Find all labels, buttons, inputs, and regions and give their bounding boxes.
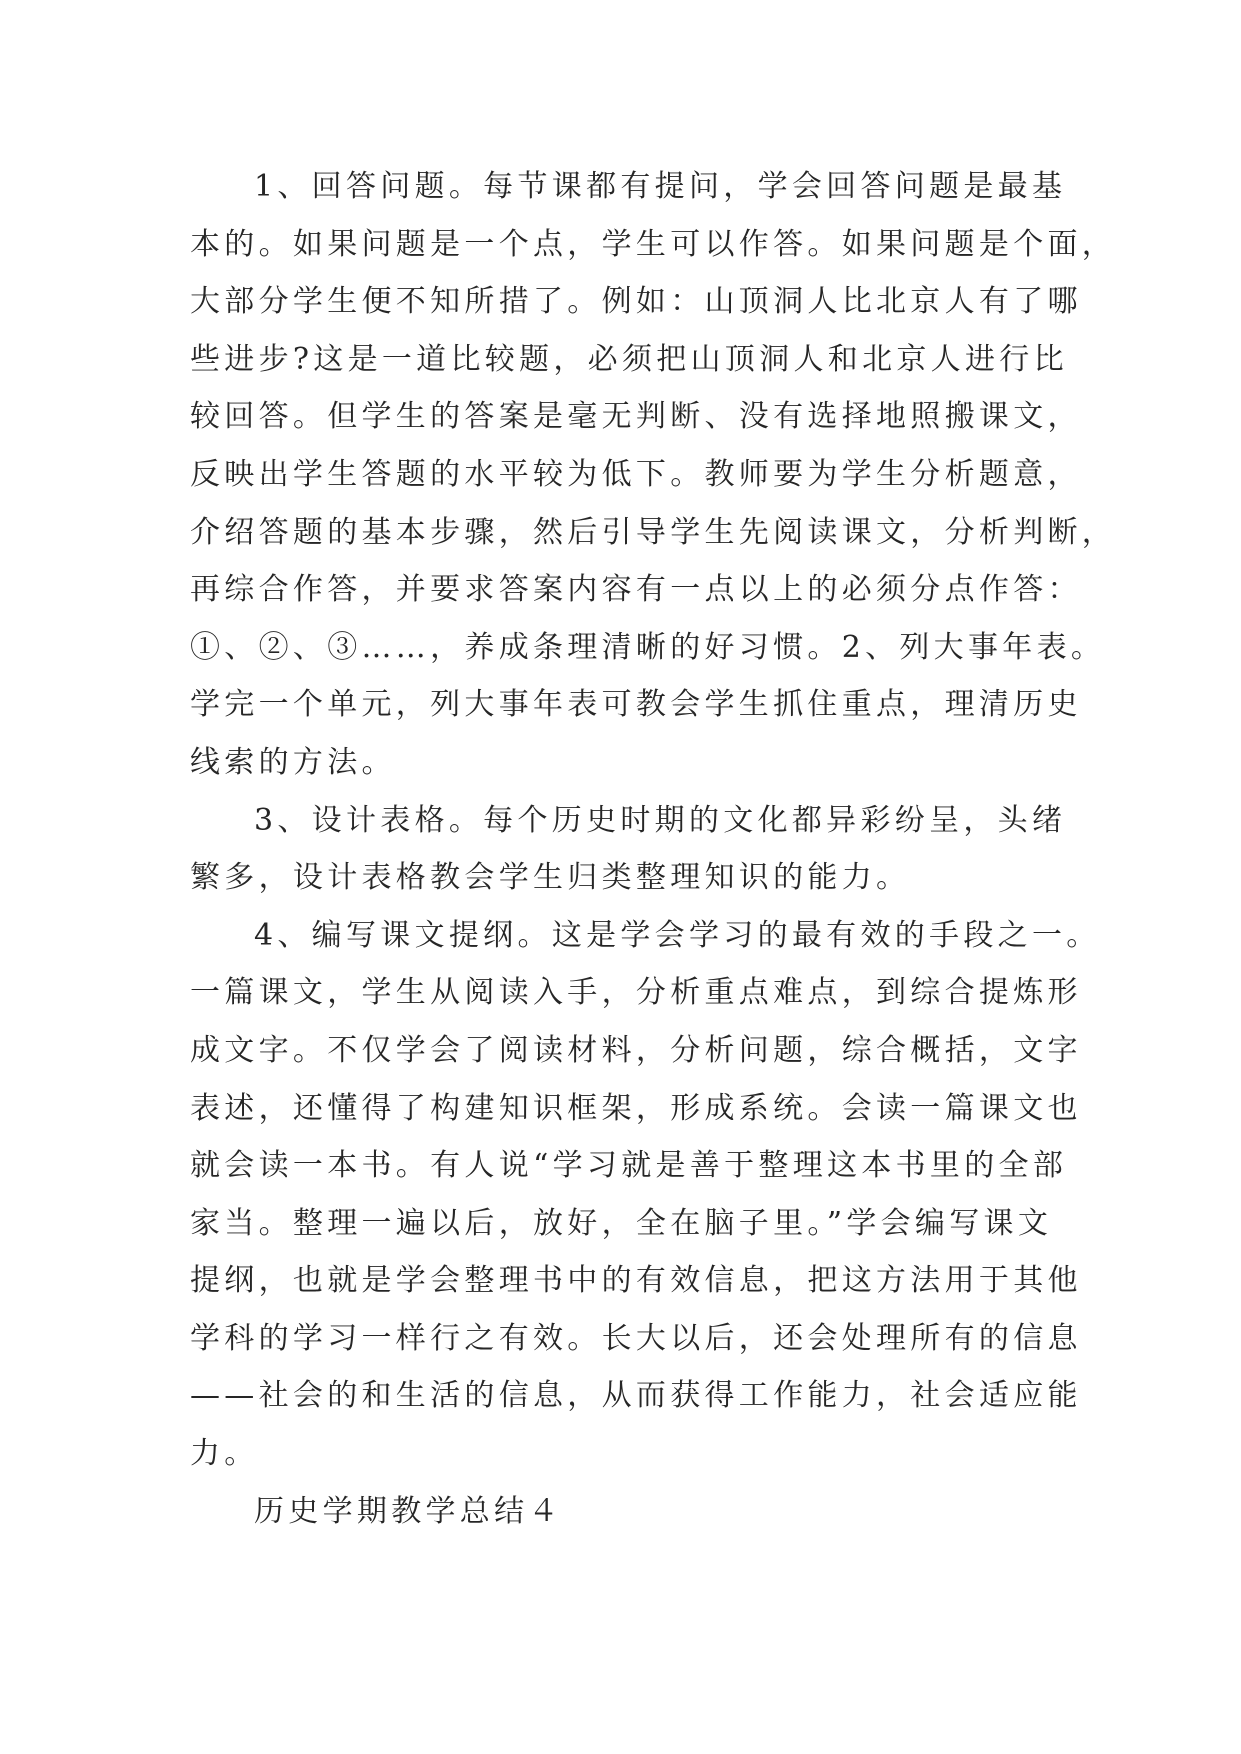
text-line: 大部分学生便不知所措了。例如：山顶洞人比北京人有了哪 — [190, 284, 1082, 320]
text-line: 1、回答问题。每节课都有提问，学会回答问题是最基 — [254, 169, 1067, 204]
text-line: 4、编写课文提纲。这是学会学习的最有效的手段之一。 — [254, 917, 1101, 953]
document-body — [190, 158, 1117, 1540]
text-line: 成文字。不仅学会了阅读材料，分析问题，综合概括，文字 — [190, 1032, 1082, 1068]
paragraph-design-tables — [190, 792, 1070, 907]
text-line: 表述，还懂得了构建知识框架，形成系统。会读一篇课文也 — [190, 1090, 1082, 1126]
section-heading — [190, 1483, 1070, 1541]
text-line: 介绍答题的基本步骤，然后引导学生先阅读课文，分析判断， — [190, 514, 1117, 550]
heading-text: 历史学期教学总结４ — [254, 1493, 563, 1529]
text-line: ——社会的和生活的信息，从而获得工作能力，社会适应能 — [190, 1378, 1082, 1414]
text-line: ①、②、③……，养成条理清晰的好习惯。2、列大事年表。 — [190, 629, 1106, 665]
text-line: 些进步?这是一道比较题，必须把山顶洞人和北京人进行比 — [190, 341, 1068, 377]
text-line: 学完一个单元，列大事年表可教会学生抓住重点，理清历史 — [190, 687, 1082, 723]
text-line: 较回答。但学生的答案是毫无判断、没有选择地照搬课文， — [190, 399, 1082, 435]
text-line: 学科的学习一样行之有效。长大以后，还会处理所有的信息 — [190, 1320, 1082, 1356]
text-line: 就会读一本书。有人说“学习就是善于整理这本书里的全部 — [190, 1148, 1068, 1184]
text-line: 再综合作答，并要求答案内容有一点以上的必须分点作答： — [190, 572, 1082, 608]
text-line: 线索的方法。 — [190, 744, 396, 780]
paragraph-answering-questions — [190, 158, 1117, 792]
text-line: 反映出学生答题的水平较为低下。教师要为学生分析题意， — [190, 456, 1082, 492]
text-line: 本的。如果问题是一个点，学生可以作答。如果问题是个面， — [190, 226, 1117, 262]
text-line: 提纲，也就是学会整理书中的有效信息，把这方法用于其他 — [190, 1263, 1082, 1299]
paragraph-write-outline — [190, 907, 1101, 1483]
text-line: 家当。整理一遍以后，放好，全在脑子里。”学会编写课文 — [190, 1205, 1053, 1241]
text-line: 3、设计表格。每个历史时期的文化都异彩纷呈，头绪 — [254, 802, 1067, 838]
text-line: 繁多，设计表格教会学生归类整理知识的能力。 — [190, 860, 911, 896]
text-line: 力。 — [190, 1436, 259, 1472]
text-line: 一篇课文，学生从阅读入手，分析重点难点，到综合提炼形 — [190, 975, 1082, 1011]
